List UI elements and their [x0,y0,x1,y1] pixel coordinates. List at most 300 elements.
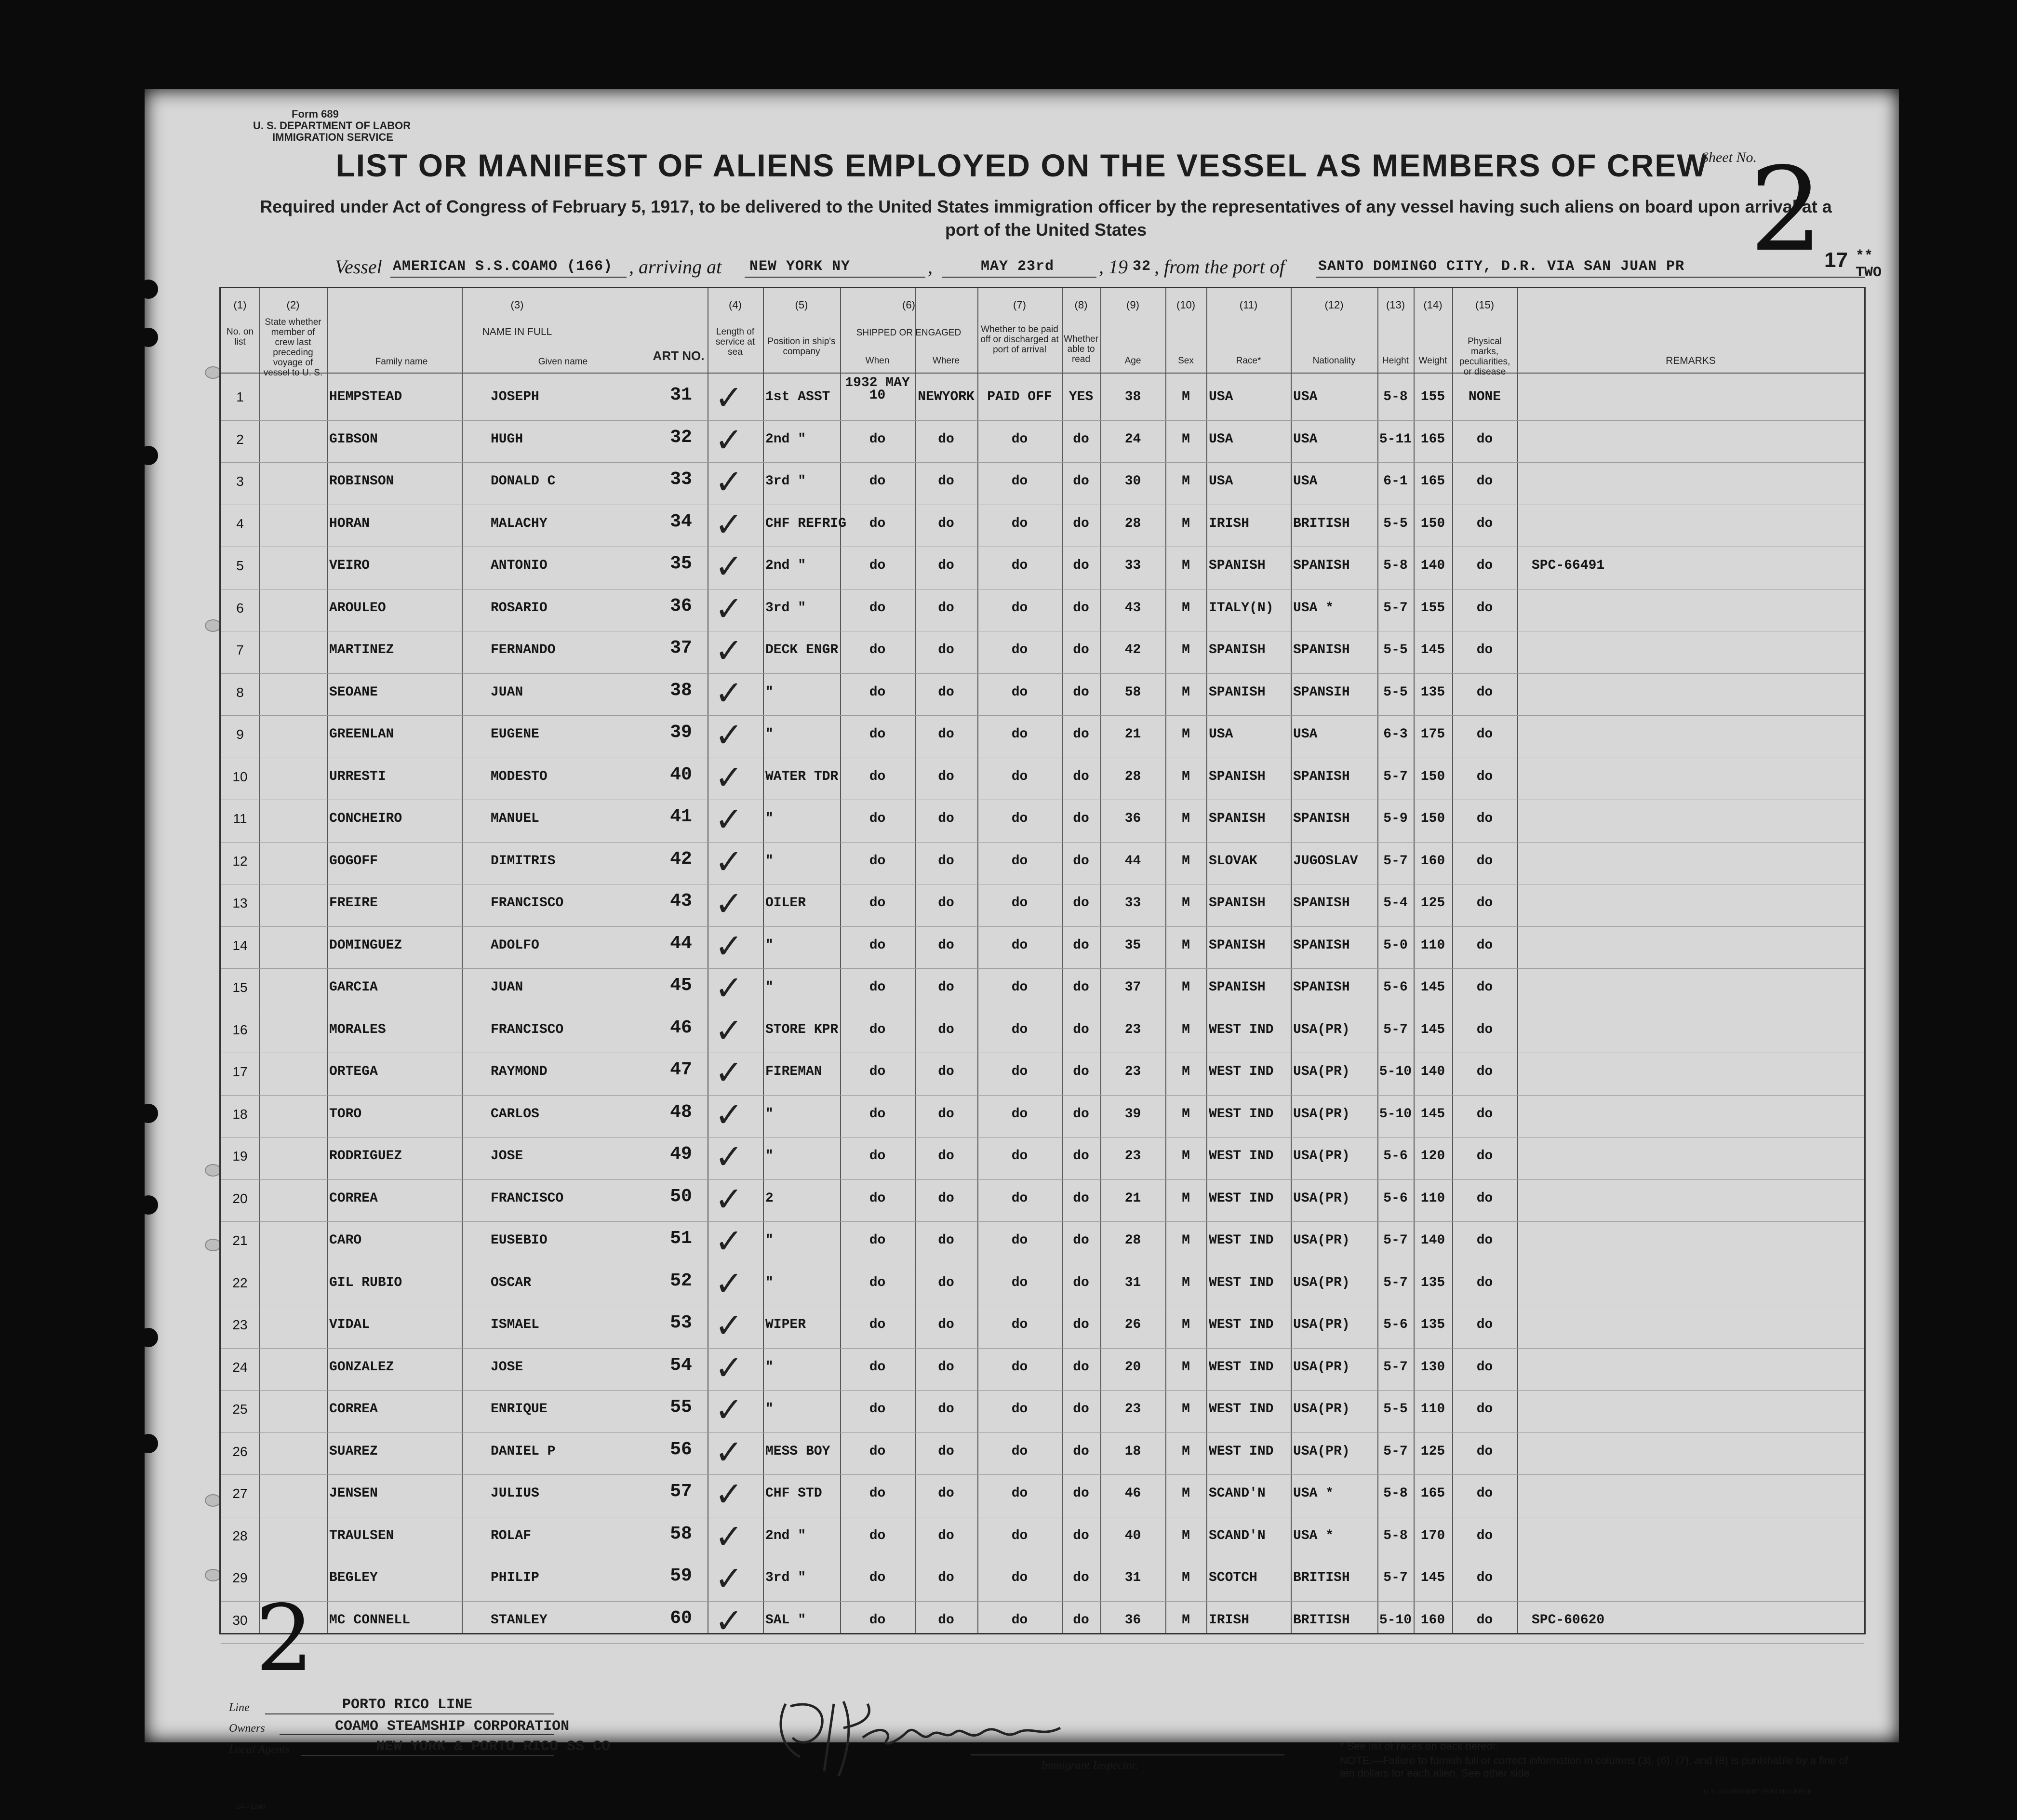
family-name: ORTEGA [329,1064,378,1079]
age: 42 [1124,642,1141,657]
race: IRISH [1209,516,1250,531]
height: 5-7 [1383,1359,1408,1375]
vessel-label: Vessel [335,256,382,278]
able-to-read: do [1073,1275,1089,1290]
owners-value: COAMO STEAMSHIP CORPORATION [335,1718,570,1735]
age: 23 [1124,1022,1141,1037]
row-number: 19 [232,1149,248,1164]
check-mark-icon: ✓ [715,884,743,923]
paid-off: do [1011,642,1028,657]
age: 35 [1124,937,1141,953]
sex: M [1182,1528,1190,1543]
table-row [221,422,1864,460]
able-to-read: do [1073,769,1089,784]
race: WEST IND [1209,1022,1274,1037]
art-number: 58 [670,1523,692,1544]
shipped-when: do [869,684,886,700]
shipped-where: do [938,980,954,995]
shipped-when: do [869,1486,886,1501]
family-name: AROULEO [329,600,386,616]
sex: M [1182,558,1190,573]
family-name: MC CONNELL [329,1612,411,1628]
physical-marks: do [1476,516,1493,531]
nationality: USA(PR) [1293,1149,1350,1164]
shipped-when: do [869,1444,886,1459]
weight: 165 [1420,1486,1445,1501]
able-to-read: do [1073,431,1089,447]
family-name: FREIRE [329,896,378,910]
check-mark-icon: ✓ [715,842,743,882]
race: SCOTCH [1209,1570,1257,1585]
row-number: 7 [236,642,244,657]
weight: 130 [1420,1359,1445,1375]
weight: 160 [1420,1612,1445,1628]
position: " [765,1106,774,1122]
art-number: 40 [670,764,692,785]
sex: M [1182,937,1190,953]
race: SLOVAK [1209,853,1257,869]
weight: 125 [1420,1444,1445,1459]
sex: M [1182,516,1190,531]
position: SAL " [765,1612,806,1628]
art-number: 51 [670,1228,692,1249]
physical-marks: do [1476,1612,1493,1628]
age: 46 [1124,1486,1141,1501]
able-to-read: do [1073,684,1089,700]
row-number: 23 [232,1317,248,1332]
row-number: 14 [232,937,248,953]
given-name: STANLEY [491,1612,548,1628]
family-name: TRAULSEN [329,1528,394,1543]
physical-marks: NONE [1468,389,1501,404]
height: 5-6 [1383,1191,1408,1206]
age: 20 [1124,1359,1141,1375]
check-mark-icon: ✓ [715,462,743,502]
check-mark-icon: ✓ [715,1221,743,1261]
given-name: DONALD C [491,474,556,489]
position: " [765,684,774,700]
age: 31 [1124,1570,1141,1585]
check-mark-icon: ✓ [715,1053,743,1092]
paid-off: do [1011,516,1028,531]
shipped-when: do [869,1402,886,1417]
physical-marks: do [1476,1528,1493,1543]
table-row [221,1476,1864,1514]
punch-hole [139,1328,158,1347]
row-number: 21 [232,1233,248,1248]
weight: 160 [1420,853,1445,869]
row-number: 28 [232,1528,248,1543]
sheet-count-stamp: ** TWO [1856,248,1882,281]
sex: M [1182,1402,1190,1417]
races-note: * See list of races on back hereof. [1340,1740,1498,1752]
height: 5-7 [1383,1275,1408,1290]
given-name: MALACHY [491,516,548,531]
check-mark-icon: ✓ [715,504,743,544]
row-number: 3 [236,474,244,489]
row-number: 4 [236,516,244,531]
shipped-where: do [938,431,954,447]
given-name: FRANCISCO [491,1191,564,1206]
paid-off: do [1011,1022,1028,1037]
age: 33 [1124,896,1141,910]
nationality: USA(PR) [1293,1064,1350,1079]
arriving-port: NEW YORK NY [749,258,851,275]
row-number: 13 [232,896,248,910]
physical-marks: do [1476,853,1493,869]
art-number: 33 [670,469,692,490]
given-name: FRANCISCO [491,896,564,910]
header-race: Race* [1236,356,1261,366]
physical-marks: do [1476,811,1493,826]
given-name: PHILIP [491,1570,539,1585]
nationality: USA * [1293,1486,1334,1501]
nationality: USA(PR) [1293,1233,1350,1248]
given-name: CARLOS [491,1106,539,1122]
table-row [221,1516,1864,1556]
age: 28 [1124,769,1141,784]
agents-label: Local Agents [229,1743,290,1756]
art-number: 60 [670,1607,692,1629]
paid-off: do [1011,1106,1028,1122]
table-row [221,1097,1864,1135]
physical-marks: do [1476,769,1493,784]
table-row [221,1181,1864,1219]
shipped-where: do [938,516,954,531]
able-to-read: do [1073,1149,1089,1164]
weight: 145 [1420,1106,1445,1122]
family-name: CARO [329,1233,362,1248]
check-mark-icon: ✓ [715,1306,743,1345]
weight: 140 [1420,558,1445,573]
row-number: 9 [236,727,244,742]
race: SPANISH [1209,642,1266,657]
shipped-when: do [869,1612,886,1628]
row-number: 25 [232,1402,248,1417]
row-number: 18 [232,1106,248,1122]
weight: 150 [1420,769,1445,784]
weight: 170 [1420,1528,1445,1543]
able-to-read: do [1073,1444,1089,1459]
nationality: SPANISH [1293,937,1350,953]
check-mark-icon: ✓ [715,1179,743,1219]
check-mark-icon: ✓ [715,968,743,1008]
given-name: FERNANDO [491,642,556,657]
check-mark-icon: ✓ [715,589,743,629]
remarks: SPC-66491 [1532,558,1605,573]
vessel-name: AMERICAN S.S.COAMO (166) [393,258,613,275]
sex: M [1182,1106,1190,1122]
position: STORE KPR [765,1022,839,1037]
height: 5-5 [1383,1402,1408,1417]
given-name: JUAN [491,980,523,995]
position: " [765,980,774,995]
given-name: DANIEL P [491,1444,556,1459]
shipped-when: do [869,1359,886,1375]
table-row [221,549,1864,586]
table-row [221,886,1864,923]
column-number: (2) [286,299,300,311]
check-mark-icon: ✓ [715,420,743,460]
arriving-label: , arriving at [629,256,722,278]
check-mark-icon: ✓ [715,1348,743,1388]
table-row [221,633,1864,670]
physical-marks: do [1476,1275,1493,1290]
height: 5-8 [1383,1486,1408,1501]
able-to-read: do [1073,853,1089,869]
given-name: ROSARIO [491,600,548,616]
shipped-when: do [869,642,886,657]
family-name: DOMINGUEZ [329,937,402,953]
height: 5-7 [1383,769,1408,784]
age: 36 [1124,1612,1141,1628]
shipped-when: do [869,1106,886,1122]
shipped-where: do [938,1528,954,1543]
position: 3rd " [765,1570,806,1585]
family-name: GIL RUBIO [329,1275,402,1290]
handwritten-page-number: 2 [255,1585,314,1692]
shipped-where: do [938,1570,954,1585]
position: " [765,1275,774,1290]
art-number: 36 [670,595,692,616]
family-name: HORAN [329,516,370,531]
arrival-date: MAY 23rd [981,258,1055,275]
shipped-when: do [869,558,886,573]
family-name: MARTINEZ [329,642,394,657]
shipped-when: do [869,474,886,489]
given-name: JOSE [491,1359,523,1375]
row-number: 15 [232,980,248,995]
family-name: GARCIA [329,980,378,995]
shipped-where: do [938,1064,954,1079]
family-name: VIDAL [329,1317,370,1332]
family-name: GREENLAN [329,727,394,742]
family-name: GONZALEZ [329,1359,394,1375]
art-number: 38 [670,680,692,701]
able-to-read: do [1073,1570,1089,1585]
physical-marks: do [1476,1149,1493,1164]
nationality: USA [1293,431,1318,447]
shipped-when: do [869,1233,886,1248]
art-number: 42 [670,848,692,870]
document-subtitle: Required under Act of Congress of February 5, 1917, to be delivered to the United States immigration officer by the representatives of any vessel having such aliens on board upon arrival at a port of the United States [260,197,1832,240]
family-name: CORREA [329,1402,378,1417]
column-number: (5) [795,299,808,311]
table-row [221,1263,1864,1303]
height: 5-5 [1383,684,1408,700]
able-to-read: do [1073,516,1089,531]
position: " [765,1402,774,1417]
shipped-when: do [869,769,886,784]
punch-hole [139,1104,158,1123]
punch-hole [205,1569,221,1581]
art-number: 55 [670,1397,692,1418]
punch-hole [205,1164,221,1177]
shipped-where: do [938,642,954,657]
race: SCAND'N [1209,1486,1266,1501]
table-row [221,1055,1864,1092]
physical-marks: do [1476,1022,1493,1037]
able-to-read: do [1073,1064,1089,1079]
art-number: 34 [670,511,692,532]
height: 5-10 [1379,1064,1412,1079]
punch-hole [139,1434,158,1453]
paid-off: do [1011,811,1028,826]
height: 5-7 [1383,1233,1408,1248]
position: " [765,937,774,953]
shipped-when: do [869,600,886,616]
family-name: VEIRO [329,558,370,573]
check-mark-icon: ✓ [715,1432,743,1472]
sex: M [1182,980,1190,995]
shipped-where: do [938,474,954,489]
paid-off: do [1011,1359,1028,1375]
race: USA [1209,389,1233,404]
age: 39 [1124,1106,1141,1122]
age: 43 [1124,600,1141,616]
column-number: (6) [902,299,915,311]
weight: 150 [1420,811,1445,826]
shipped-where: do [938,1022,954,1037]
row-number: 26 [232,1444,248,1459]
header-family-name: Family name [375,357,428,367]
race: WEST IND [1209,1317,1274,1332]
race: WEST IND [1209,1402,1274,1417]
race: USA [1209,474,1233,489]
physical-marks: do [1476,558,1493,573]
given-name: JULIUS [491,1486,539,1501]
header-state-whether: State whether member of crew last preceding voyage of vessel to U. S. [263,317,323,378]
nationality: BRITISH [1293,1612,1350,1628]
punch-hole [205,1494,221,1507]
check-mark-icon: ✓ [715,757,743,797]
check-mark-icon: ✓ [715,378,743,417]
row-number: 30 [232,1612,248,1628]
table-row [221,1010,1864,1050]
given-name: ISMAEL [491,1317,539,1332]
remarks: SPC-60620 [1532,1612,1605,1628]
physical-marks: do [1476,600,1493,616]
physical-marks: do [1476,1106,1493,1122]
header-no-on-list: No. on list [227,327,254,347]
given-name: ENRIQUE [491,1402,548,1417]
inspector-label: Immigrant Inspector. [1041,1759,1138,1772]
able-to-read: do [1073,1317,1089,1332]
shipped-where: do [938,600,954,616]
punch-hole [139,446,158,465]
physical-marks: do [1476,1359,1493,1375]
line-value: PORTO RICO LINE [342,1697,473,1713]
shipped-where: do [938,684,954,700]
sex: M [1182,1233,1190,1248]
nationality: BRITISH [1293,1570,1350,1585]
physical-marks: do [1476,896,1493,910]
shipped-where: do [938,1486,954,1501]
nationality: USA * [1293,600,1334,616]
table-row [221,1350,1864,1388]
paid-off: do [1011,1275,1028,1290]
sex: M [1182,769,1190,784]
position: 2nd " [765,431,806,447]
nationality: USA * [1293,1528,1334,1543]
paid-off: do [1011,937,1028,953]
art-number: 39 [670,722,692,743]
race: WEST IND [1209,1106,1274,1122]
race: ITALY(N) [1209,600,1274,616]
weight: 165 [1420,474,1445,489]
able-to-read: do [1073,1022,1089,1037]
height: 5-5 [1383,516,1408,531]
sex: M [1182,1444,1190,1459]
age: 18 [1124,1444,1141,1459]
shipped-where: do [938,558,954,573]
given-name: MANUEL [491,811,539,826]
position: CHF REFRIG [765,516,847,531]
height: 5-11 [1379,431,1412,447]
column-number: (8) [1074,299,1088,311]
given-name: ROLAF [491,1528,532,1543]
table-row [221,1139,1864,1177]
age: 24 [1124,431,1141,447]
race: WEST IND [1209,1064,1274,1079]
shipped-where: do [938,937,954,953]
family-name: GIBSON [329,431,378,447]
age: 30 [1124,474,1141,489]
check-mark-icon: ✓ [715,1010,743,1050]
weight: 135 [1420,1317,1445,1332]
header-name-in-full: NAME IN FULL [482,326,552,337]
header-age: Age [1124,356,1141,366]
able-to-read: do [1073,474,1089,489]
shipped-where: NEWYORK [918,389,975,404]
age: 28 [1124,516,1141,531]
able-to-read: do [1073,1528,1089,1543]
family-name: TORO [329,1106,362,1122]
shipped-where: do [938,896,954,910]
owners-label: Owners [229,1722,265,1735]
row-number: 24 [232,1359,248,1375]
physical-marks: do [1476,1570,1493,1585]
paid-off: do [1011,684,1028,700]
art-number: 57 [670,1481,692,1502]
punch-hole [205,366,221,379]
race: SPANISH [1209,769,1266,784]
shipped-when: do [869,1149,886,1164]
check-mark-icon: ✓ [715,800,743,839]
physical-marks: do [1476,980,1493,995]
table-row [221,802,1864,839]
column-number: (12) [1324,299,1344,311]
weight: 135 [1420,1275,1445,1290]
weight: 110 [1420,937,1445,953]
shipped-when: do [869,1570,886,1585]
row-number: 17 [232,1064,248,1079]
check-mark-icon: ✓ [715,547,743,586]
check-mark-icon: ✓ [715,673,743,713]
position: 3rd " [765,474,806,489]
from-port: SANTO DOMINGO CITY, D.R. VIA SAN JUAN PR [1318,258,1685,275]
row-number: 29 [232,1570,248,1585]
given-name: EUSEBIO [491,1233,548,1248]
weight: 145 [1420,980,1445,995]
shipped-when: do [869,980,886,995]
given-name: OSCAR [491,1275,532,1290]
punch-hole [139,328,158,347]
art-number: 54 [670,1354,692,1376]
art-number: 47 [670,1059,692,1080]
sex: M [1182,389,1190,404]
art-number: 43 [670,891,692,911]
